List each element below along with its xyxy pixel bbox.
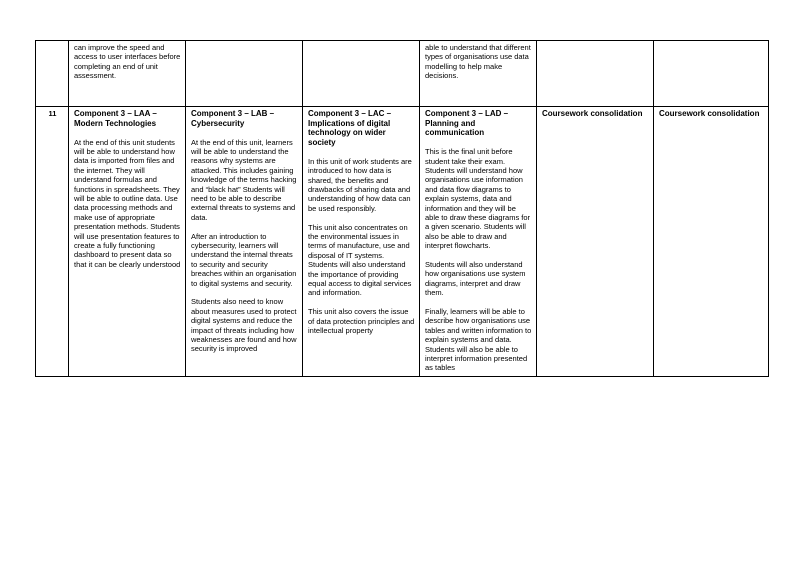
lac-paragraph-1: In this unit of work students are introduced to how data is shared, the benefits and drawbacks of sharing data and understanding of how data can be used responsibly. [308,156,412,213]
cell-lab-continued [186,41,303,107]
curriculum-table [35,40,769,377]
cell-lab [186,107,303,377]
lac-heading: Component 3 – LAC – Implications of digital technology on wider society [308,109,392,147]
cell-coursework-1 [537,107,654,377]
coursework-heading-1: Coursework consolidation [542,109,643,118]
cell-coursework-2 [654,107,769,377]
lab-paragraph-3: Students also need to know about measures used to protect digital systems and reduce the impact of threats including how weaknesses are found and how security is improved [191,297,297,354]
lab-paragraph-1: At the end of this unit, learners will be able to understand the reasons why systems are attacked. This includes gaining knowledge of the terms hacking and “black hat” Students will need to be able to describe external threats to systems and data. [191,137,297,222]
lab-paragraph-2: After an introduction to cybersecurity, learners will understand the internal threats to security and security breaches within an organisation to digital systems and security. [191,231,297,288]
cell-lad-continued [420,41,537,107]
lad-heading: Component 3 – LAD – Planning and communication [425,109,509,138]
cell-laa-continued [69,41,186,107]
row-number: 11 [36,107,69,377]
cell-coursework-1-continued [537,41,654,107]
lab-heading: Component 3 – LAB – Cybersecurity [191,109,275,128]
cell-coursework-2-continued [654,41,769,107]
lac-paragraph-3: This unit also covers the issue of data protection principles and intellectual property [308,307,415,336]
laa-continued-text: can improve the speed and access to user interfaces before completing an end of unit assessment. [74,43,181,81]
cell-lac-continued [303,41,420,107]
lad-paragraph-3: Finally, learners will be able to describe how organisations use tables and written information to explain systems and data. Students will also be able to interpret information presented as tables [425,307,532,373]
cell-lac [303,107,420,377]
lac-paragraph-2: This unit also concentrates on the environmental issues in terms of manufacture, use and disposal of IT systems. Students will also understand the importance of providing equal access to digital services and information. [308,222,412,298]
laa-paragraph-1: At the end of this unit students will be able to understand how data is imported from files and the internet. They will understand formulas and functions in spreadsheets. They will be able to outline data. Use data processing methods and make use of appropriate presentation methods. Students will use presentation features to create a fully functioning dashboard to present data so that it can be clearly understood [74,137,181,269]
lad-paragraph-2: Students will also understand how organisations use system diagrams, interpret and draw them. [425,260,526,298]
row-number-cell-empty [36,41,69,107]
cell-laa [69,107,186,377]
laa-heading: Component 3 – LAA – Modern Technologies [74,109,157,128]
table-row-11 [36,107,769,377]
coursework-heading-2: Coursework consolidation [659,109,760,118]
table-row-continuation [36,41,769,107]
lad-paragraph-1: This is the final unit before student take their exam. Students will understand how organisations use information and data flow diagrams to explain systems, data and information and they will be able to draw these diagrams for a given scenario. Students will also be able to draw and interpret flowcharts. [425,147,531,251]
cell-lad [420,107,537,377]
lad-continued-text: able to understand that different types of organisations use data modelling to help make decisions. [425,43,531,81]
